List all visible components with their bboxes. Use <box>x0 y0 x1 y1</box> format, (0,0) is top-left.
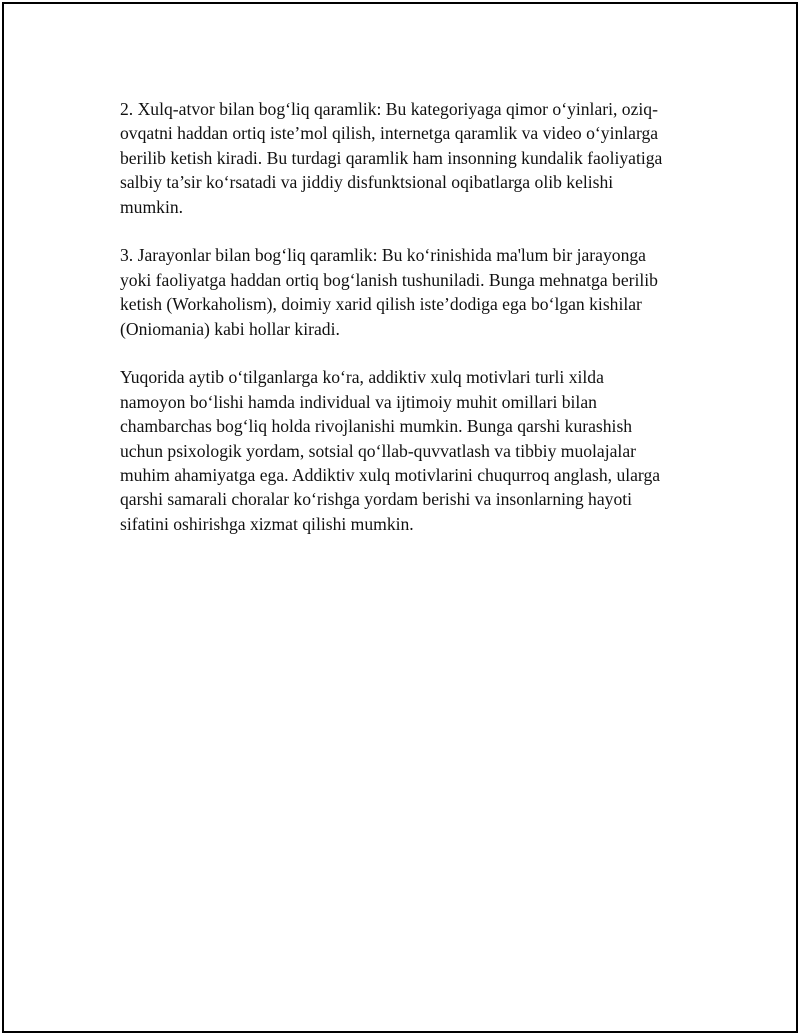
text-line: ovqatni haddan ortiq iste’mol qilish, internetga qaramlik va video o‘yinlarga <box>120 123 659 144</box>
text-line: namoyon bo‘lishi hamda individual va ijtimoiy muhit omillari bilan <box>120 391 597 412</box>
text-line: 3. Jarayonlar bilan bog‘liq qaramlik: Bu ko‘rinishida ma'lum bir jarayonga <box>120 245 646 266</box>
document-body <box>120 97 690 561</box>
text-line: uchun psixologik yordam, sotsial qo‘llab-quvvatlash va tibbiy muolajalar <box>120 440 636 461</box>
text-line: Yuqorida aytib o‘tilganlarga ko‘ra, addiktiv xulq motivlari turli xilda <box>120 367 604 388</box>
text-line: salbiy ta’sir ko‘rsatadi va jiddiy disfunktsional oqibatlarga olib kelishi <box>120 172 614 193</box>
text-line: sifatini oshirishga xizmat qilishi mumkin. <box>120 513 414 534</box>
text-line: chambarchas bog‘liq holda rivojlanishi mumkin. Bunga qarshi kurashish <box>120 416 633 437</box>
text-line: 2. Xulq-atvor bilan bog‘liq qaramlik: Bu kategoriyaga qimor o‘yinlari, oziq- <box>120 99 658 119</box>
text-line: qarshi samarali choralar ko‘rishga yordam berishi va insonlarning hayoti <box>120 489 633 510</box>
paragraph-behavioral-addiction <box>120 97 690 219</box>
paragraph-conclusion <box>120 365 690 536</box>
document-page <box>2 2 798 1033</box>
text-line: berilib ketish kiradi. Bu turdagi qaramlik ham insonning kundalik faoliyatiga <box>120 147 663 168</box>
text-line: muhim ahamiyatga ega. Addiktiv xulq motivlarini chuqurroq anglash, ularga <box>120 465 661 486</box>
text-line: ketish (Workaholism), doimiy xarid qilish iste’dodiga ega bo‘lgan kishilar <box>120 294 642 315</box>
paragraph-process-addiction <box>120 243 690 341</box>
text-line: yoki faoliyatga haddan ortiq bog‘lanish tushuniladi. Bunga mehnatga berilib <box>120 269 658 290</box>
text-line: (Oniomania) kabi hollar kiradi. <box>120 318 340 339</box>
text-line: mumkin. <box>120 196 184 217</box>
